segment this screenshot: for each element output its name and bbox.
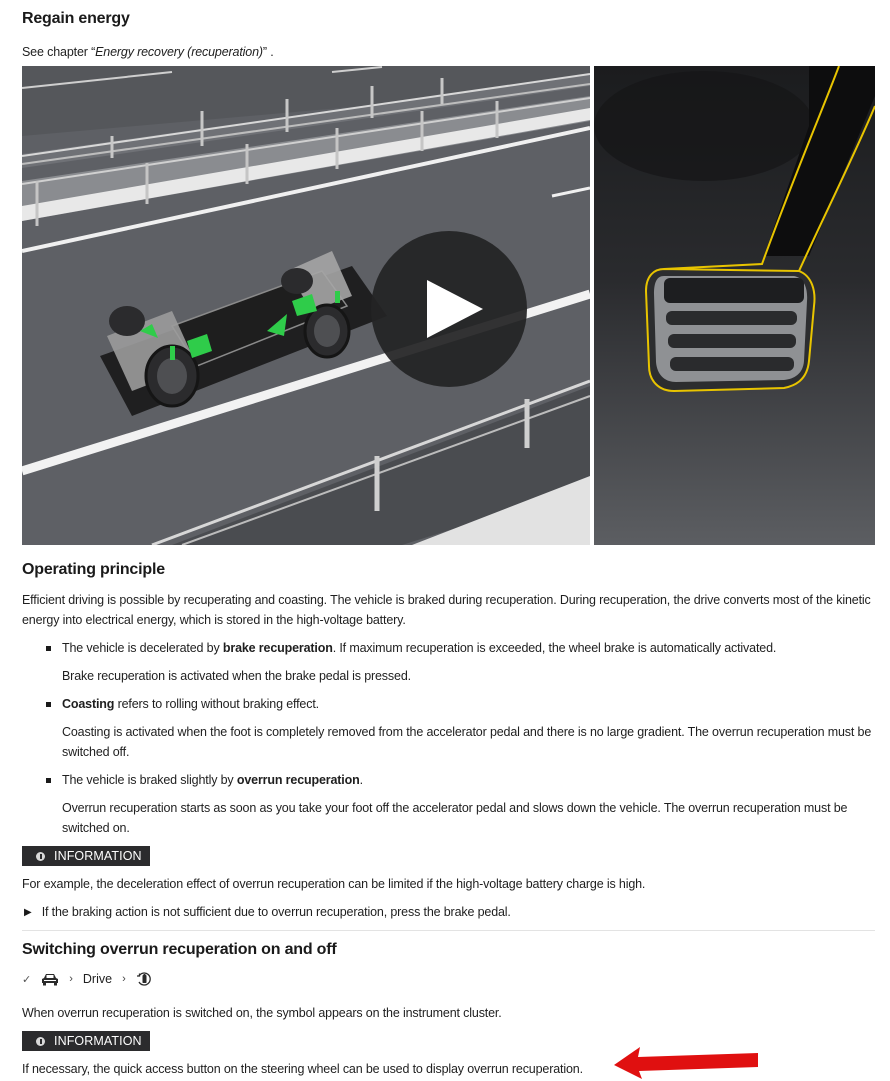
bullet-square-icon: [46, 646, 51, 651]
menu-path-breadcrumb: [22, 971, 162, 987]
breadcrumb-item-drive[interactable]: Drive: [82, 972, 113, 986]
heading-operating-principle: Operating principle: [22, 561, 165, 578]
chevron-right-icon: ›: [122, 973, 126, 985]
brake-pedal-image: [594, 66, 875, 545]
chevron-right-icon: ›: [69, 973, 73, 985]
heading-regain-energy: Regain energy: [22, 10, 130, 27]
brake-pedal-illustration: [594, 66, 875, 545]
information-text: For example, the deceleration effect of overrun recuperation can be limited if the high-voltage battery charge is high.: [22, 877, 646, 891]
recuperation-video[interactable]: [22, 66, 590, 545]
energy-recovery-link[interactable]: Energy recovery (recuperation): [95, 45, 263, 59]
information-text: If necessary, the quick access button on the steering wheel can be used to display overrun recuperation.: [22, 1062, 583, 1076]
red-annotation-arrow-icon: [612, 1045, 762, 1079]
bullet-square-icon: [46, 778, 51, 783]
media-row: [22, 66, 875, 545]
information-badge: INFORMATION: [22, 1031, 150, 1051]
section-divider: [22, 930, 875, 931]
bullet-square-icon: [46, 702, 51, 707]
switching-body-text: When overrun recuperation is switched on, the symbol appears on the instrument cluster.: [22, 1006, 502, 1020]
bullet-detail: Brake recuperation is activated when the brake pedal is pressed.: [62, 669, 411, 683]
term-overrun-recuperation: overrun recuperation: [236, 773, 360, 787]
bullet-detail: Overrun recuperation starts as soon as you take your foot off the accelerator pedal and slows down the vehicle. The overrun recuperation must be switched on.: [62, 801, 848, 835]
info-icon: [36, 852, 45, 861]
term-brake-recuperation: brake recuperation: [222, 641, 333, 655]
play-button[interactable]: [371, 231, 527, 387]
play-icon: [427, 280, 483, 338]
car-icon: [41, 972, 59, 986]
term-coasting: Coasting: [62, 697, 115, 711]
check-icon: ✓: [22, 973, 32, 986]
operating-intro: Efficient driving is possible by recuperating and coasting. The vehicle is braked during recuperation. During recuperation, the drive converts most of the kinetic energy into electrical energy, which is stored in the high-voltage battery.: [22, 593, 871, 627]
overrun-recuperation-icon: [136, 971, 152, 987]
action-step: ▶ If the braking action is not sufficient due to overrun recuperation, press the brake pedal.: [24, 905, 511, 919]
see-chapter-text: See chapter “Energy recovery (recuperation)” .: [22, 45, 274, 59]
heading-switching-overrun: Switching overrun recuperation on and off: [22, 941, 337, 958]
bullet-detail: Coasting is activated when the foot is completely removed from the accelerator pedal and there is no large gradient. The overrun recuperation must be switched off.: [62, 725, 872, 759]
info-icon: [36, 1037, 45, 1046]
triangle-right-icon: ▶: [24, 906, 32, 918]
information-badge: INFORMATION: [22, 846, 150, 866]
